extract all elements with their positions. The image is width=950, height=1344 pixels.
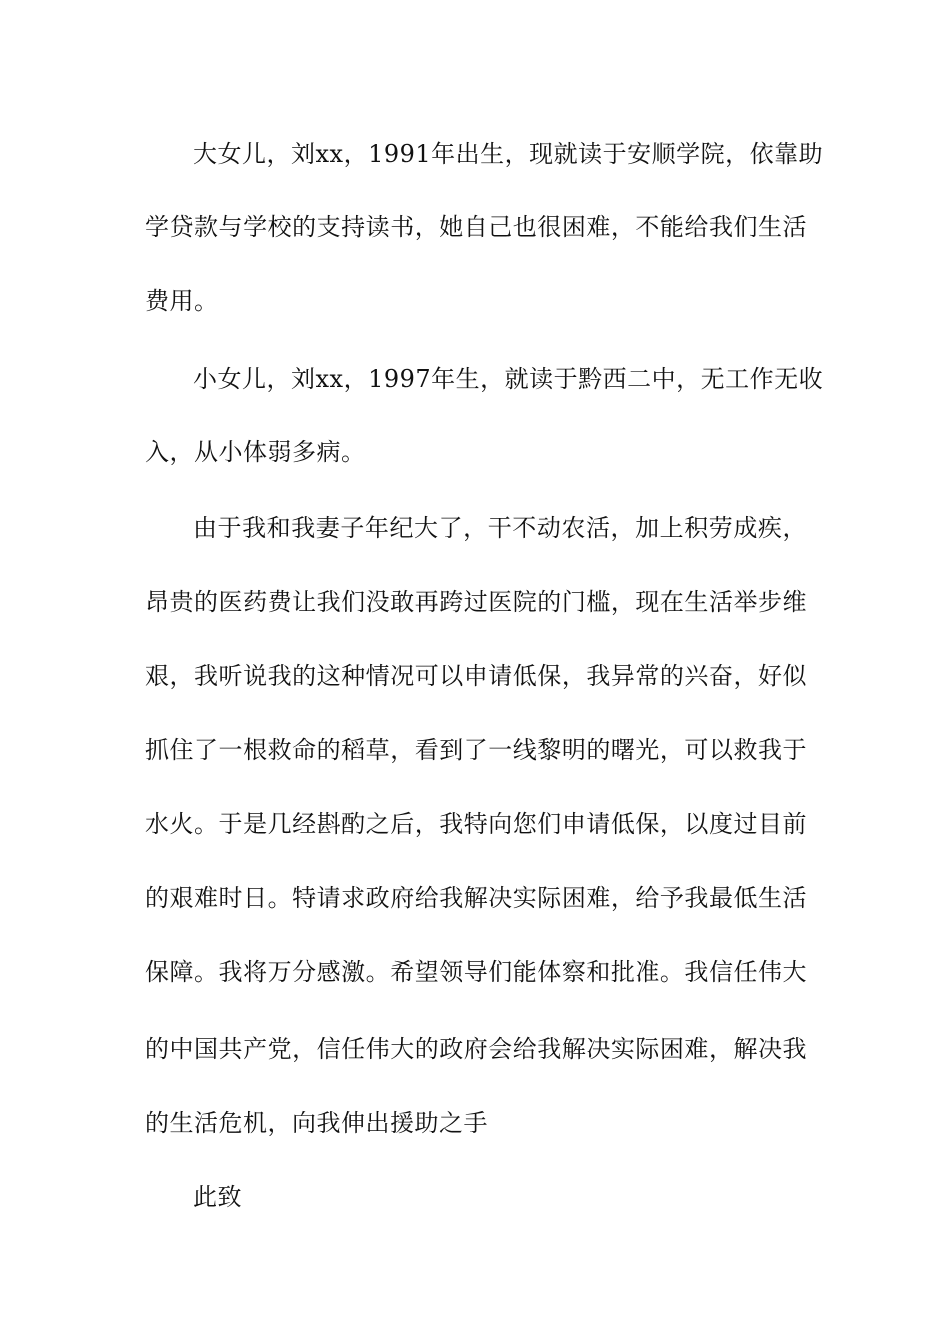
text-line: 大女儿，刘xx，1991年出生，现就读于安顺学院，依靠助 — [193, 140, 824, 168]
closing-salutation: 此致 — [193, 1183, 242, 1211]
text-line: 水火。于是几经斟酌之后，我特向您们申请低保，以度过目前 — [145, 810, 807, 838]
text-line: 艰，我听说我的这种情况可以申请低保，我异常的兴奋，好似 — [145, 662, 807, 690]
text-line: 的中国共产党，信任伟大的政府会给我解决实际困难，解决我 — [145, 1035, 807, 1063]
text-line: 的生活危机，向我伸出援助之手 — [145, 1109, 488, 1137]
text-line: 保障。我将万分感激。希望领导们能体察和批准。我信任伟大 — [145, 958, 807, 986]
text-line: 小女儿，刘xx，1997年生，就读于黔西二中，无工作无收 — [193, 365, 824, 393]
text-line: 的艰难时日。特请求政府给我解决实际困难，给予我最低生活 — [145, 884, 807, 912]
text-line: 由于我和我妻子年纪大了，干不动农活，加上积劳成疾， — [193, 514, 807, 542]
text-line: 费用。 — [145, 287, 219, 315]
text-line: 昂贵的医药费让我们没敢再跨过医院的门槛，现在生活举步维 — [145, 588, 807, 616]
text-line: 抓住了一根救命的稻草，看到了一线黎明的曙光，可以救我于 — [145, 736, 807, 764]
text-line: 学贷款与学校的支持读书，她自己也很困难，不能给我们生活 — [145, 213, 807, 241]
text-line: 入，从小体弱多病。 — [145, 438, 366, 466]
